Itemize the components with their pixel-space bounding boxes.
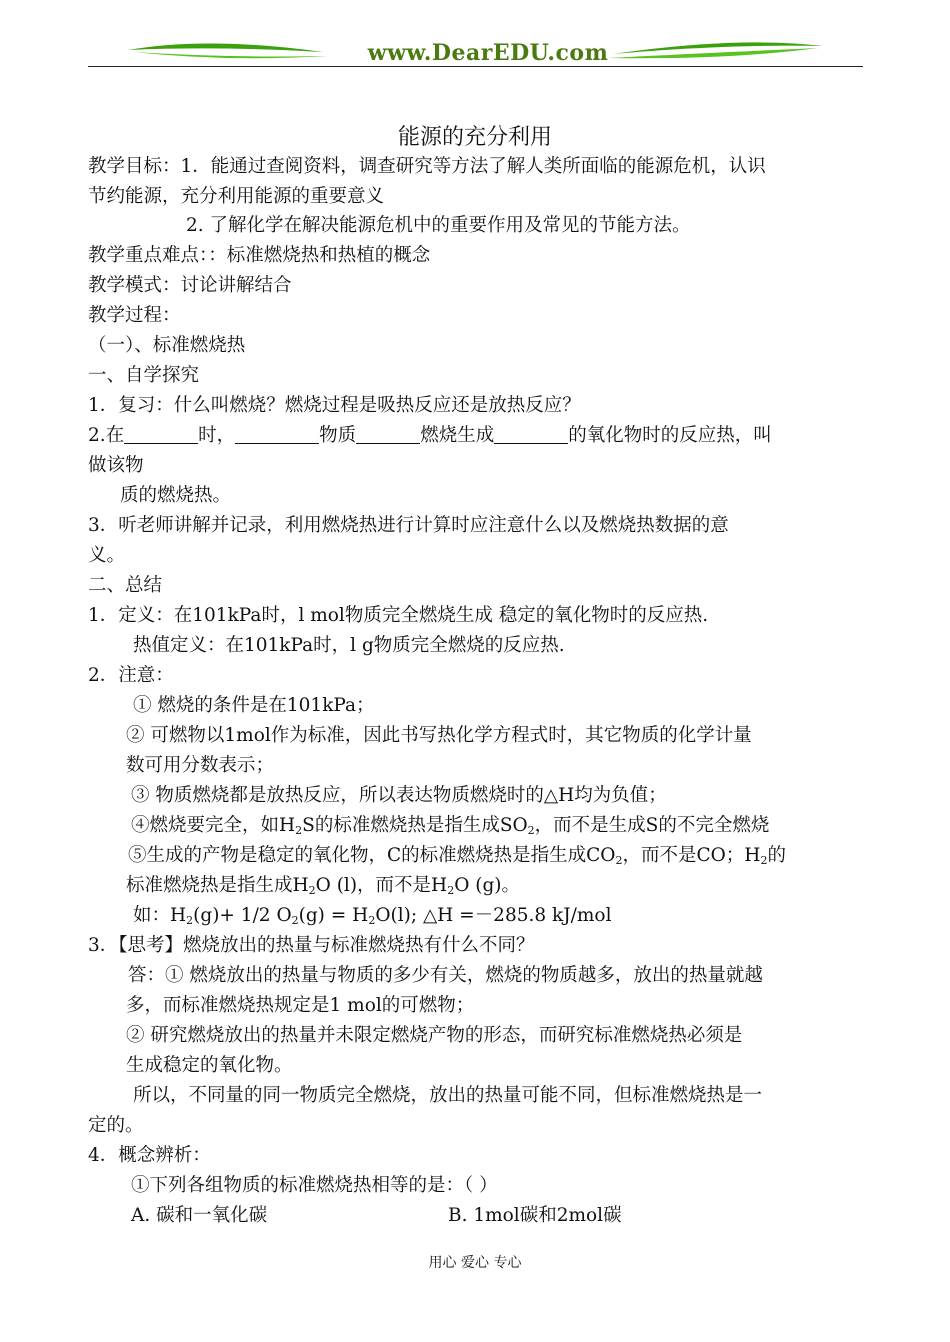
text-line: 质的燃烧热。 bbox=[120, 485, 232, 506]
text-line: 教学目标：1．能通过查阅资料，调查研究等方法了解人类所面临的能源危机，认识 bbox=[88, 156, 766, 177]
page-footer: 用心 爱心 专心 bbox=[428, 1255, 522, 1271]
text-line: 1．定义：在101kPa时，l mol物质完全燃烧生成 稳定的氧化物时的反应热. bbox=[88, 605, 709, 626]
text-line: ② 可燃物以1mol作为标准，因此书写热化学方程式时，其它物质的化学计量 bbox=[126, 725, 752, 746]
text-line: 1．复习：什么叫燃烧？燃烧过程是吸热反应还是放热反应？ bbox=[88, 395, 581, 416]
section-heading: 一、自学探究 bbox=[88, 365, 200, 386]
text-line: 义。 bbox=[88, 545, 126, 566]
text-line: 节约能源，充分利用能源的重要意义 bbox=[88, 186, 385, 207]
text-line: 3．【思考】燃烧放出的热量与标准燃烧热有什么不同？ bbox=[88, 935, 535, 956]
text-line: 教学过程： bbox=[88, 305, 181, 326]
header-rule bbox=[88, 66, 863, 67]
text-line: 教学模式：讨论讲解结合 bbox=[88, 275, 292, 296]
text-line: 热值定义：在101kPa时，l g物质完全燃烧的反应热. bbox=[133, 635, 565, 656]
text-line: ② 研究燃烧放出的热量并未限定燃烧产物的形态，而研究标准燃烧热必须是 bbox=[126, 1025, 743, 1046]
text-line: 2．注意： bbox=[88, 665, 174, 686]
blank-field[interactable] bbox=[494, 425, 568, 444]
text-line: 数可用分数表示； bbox=[126, 755, 275, 776]
fill-in-line: 2.在 时， 物质 燃烧生成 的氧化物时的反应热，叫 bbox=[88, 425, 772, 446]
text-line: 定的。 bbox=[88, 1115, 144, 1136]
text-line: 生成稳定的氧化物。 bbox=[126, 1055, 293, 1076]
note-line: ⑤生成的产物是稳定的氧化物，C的标准燃烧热是指生成$CO_2$，而不是CO；$H_2$的 bbox=[128, 845, 786, 867]
option-b: B. 1mol碳和2mol碳 bbox=[448, 1205, 622, 1226]
example-equation: 如：$H_2(g)+ 1/2$ $O_2(g) = H_2O(l)$; △H =－285.8 kJ/mol bbox=[133, 905, 612, 927]
header-banner bbox=[88, 28, 863, 74]
text-line: ① 燃烧的条件是在101kPa； bbox=[133, 695, 375, 716]
text-line: 2. 了解化学在解决能源危机中的重要作用及常见的节能方法。 bbox=[186, 215, 691, 236]
question-line: ①下列各组物质的标准燃烧热相等的是：（ ） bbox=[131, 1175, 498, 1196]
text-line: 答：① 燃烧放出的热量与物质的多少有关，燃烧的物质越多，放出的热量就越 bbox=[128, 965, 763, 986]
text-line: 做该物 bbox=[88, 455, 144, 476]
blank-field[interactable] bbox=[124, 425, 198, 444]
page-title: 能源的充分利用 bbox=[397, 125, 552, 150]
text-line: 多，而标准燃烧热规定是1 mol的可燃物； bbox=[126, 995, 475, 1016]
text-line: ③ 物质燃烧都是放热反应，所以表达物质燃烧时的△H均为负值； bbox=[131, 785, 667, 806]
option-a: A. 碳和一氧化碳 bbox=[131, 1205, 268, 1226]
blank-field[interactable] bbox=[235, 425, 319, 444]
note-line: 标准燃烧热是指生成$H_2O$ (l)，而不是$H_2O$ (g)。 bbox=[126, 875, 521, 897]
note-line: ④燃烧要完全，如$H_2S$的标准燃烧热是指生成$SO_2$，而不是生成S的不完全燃烧 bbox=[131, 815, 770, 837]
section-heading: （一）、标准燃烧热 bbox=[88, 335, 246, 356]
text-line: 4．概念辨析： bbox=[88, 1145, 211, 1166]
blank-field[interactable] bbox=[356, 425, 420, 444]
section-heading: 二、总结 bbox=[88, 575, 163, 596]
text-line: 所以，不同量的同一物质完全燃烧，放出的热量可能不同，但标准燃烧热是一 bbox=[133, 1085, 763, 1106]
site-logo[interactable]: www.DearEDU.com bbox=[367, 40, 609, 66]
text-line: 3．听老师讲解并记录，利用燃烧热进行计算时应注意什么以及燃烧热数据的意 bbox=[88, 515, 729, 536]
text-line: 教学重点难点：：标准燃烧热和热植的概念 bbox=[88, 245, 431, 266]
